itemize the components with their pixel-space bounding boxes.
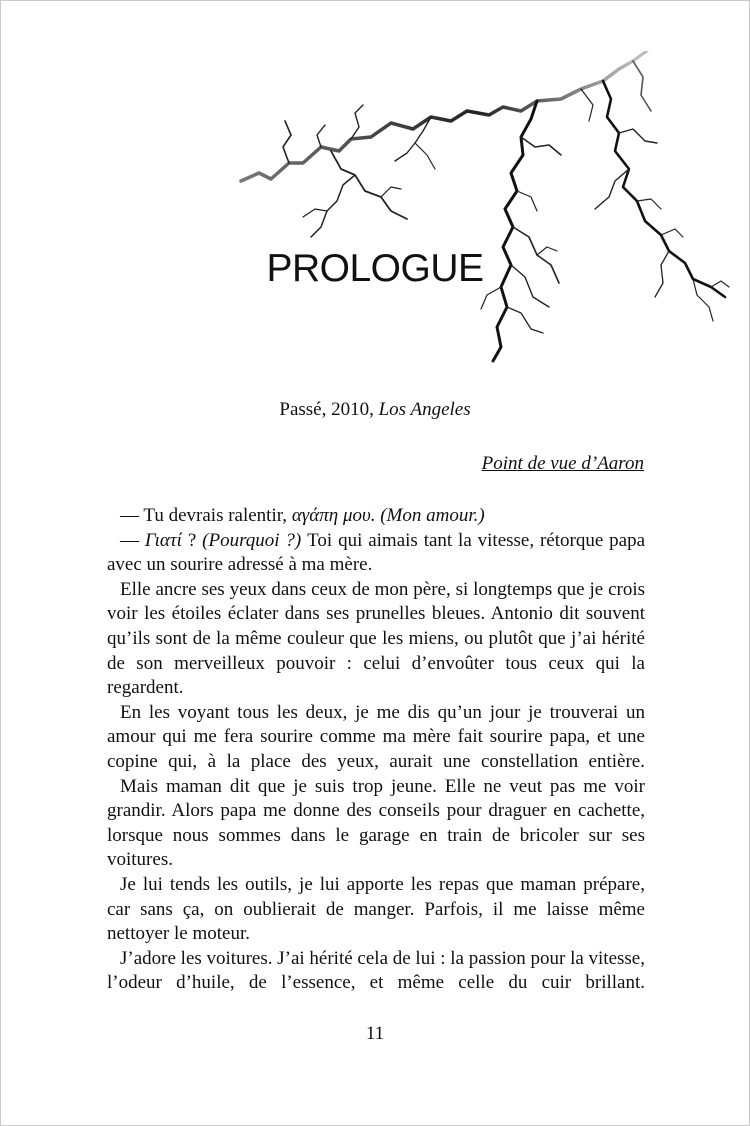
paragraph-6: Je lui tends les outils, je lui apporte les repas que maman prépare, car sans ça, on oublierait de manger. Parfois, il me laisse même nettoyer le moteur. xyxy=(107,873,645,945)
p2-greek: Γιατί xyxy=(144,529,182,551)
paragraph-7: J’adore les voitures. J’ai hérité cela de lui : la passion pour la vitesse, l’odeur d’huile, de l’essence, et même celle du cuir brillant. xyxy=(107,947,645,994)
point-of-view-label: Point de vue d’Aaron xyxy=(481,453,644,474)
p1-dialogue: — Tu devrais ralentir, xyxy=(120,505,292,526)
scene-setting xyxy=(1,399,749,421)
paragraph-3: Elle ancre ses yeux dans ceux de mon père, si longtemps que je crois voir les étoiles éclater dans ses prunelles bleues. Antonio dit souvent qu’ils sont de la même couleur que les miens, ou plutôt que j’ai hérité de son merveilleux pouvoir : celui d’envoûter tous ceux qui la regardent. xyxy=(107,578,645,699)
chapter-title: PROLOGUE xyxy=(266,247,484,290)
page-number: 11 xyxy=(365,1023,385,1044)
p2-dash: — xyxy=(120,529,145,551)
body-text xyxy=(107,504,645,996)
p2-translation: (Pourquoi ?) xyxy=(202,529,302,551)
p2-text: Toi qui aimais tant la vitesse, rétorque papa avec un sourire adressé à ma mère. xyxy=(107,529,646,576)
paragraph-5: Mais maman dit que je suis trop jeune. Elle ne veut pas me voir grandir. Alors papa me donne des conseils pour draguer en cachette, lorsque nous sommes dans le garage en train de bricoler sur ses voitures. xyxy=(107,775,645,871)
paragraph-1 xyxy=(107,504,645,529)
lightning-bolt-icon xyxy=(231,51,731,371)
paragraph-4: En les voyant tous les deux, je me dis qu’un jour je trouverai un amour qui me fera sourire comme ma mère fait sourire papa, et une copine qui, à la place des yeux, aurait une constellation entière. xyxy=(107,701,645,772)
paragraph-2 xyxy=(107,529,645,578)
p1-greek: αγάπη μου. (Mon amour.) xyxy=(291,505,485,526)
setting-time: Passé, 2010, xyxy=(279,399,379,420)
p2-mark: ? xyxy=(181,529,203,551)
setting-place: Los Angeles xyxy=(378,399,471,420)
